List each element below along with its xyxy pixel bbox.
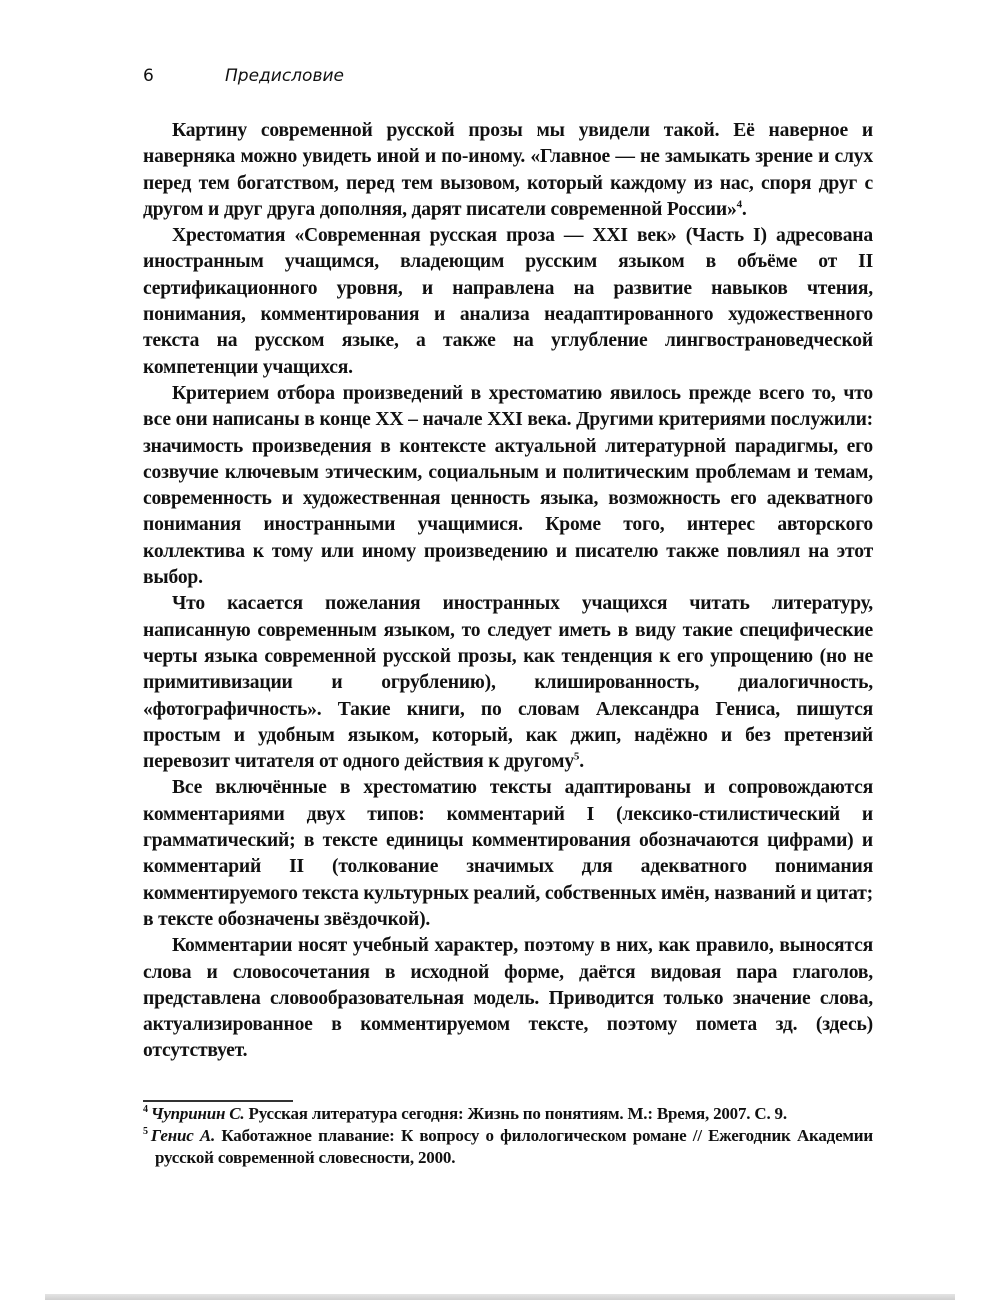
footnote-ref[interactable]: 4 (736, 198, 742, 211)
paragraph-2 (143, 223, 873, 381)
paragraph-6 (143, 933, 873, 1064)
paragraph-tail: . (741, 198, 747, 220)
paragraph-3 (143, 381, 873, 591)
paragraph-text: Комментарии носят учебный характер, поэтому в них, как правило, выносятся слова и словосочетания в исходной форме, даётся видовая пара глаголов, представлена словообразовательная модель. Приводится только значение слова, актуализированное в комментируемом тексте, поэтому помета зд. (здесь) отсутствует. (143, 935, 873, 1062)
paragraph-5 (143, 775, 873, 933)
paragraph-1 (143, 118, 873, 223)
paragraph-tail: . (579, 751, 584, 773)
footnote-divider (143, 1100, 293, 1102)
footnotes (143, 1103, 873, 1169)
page-bottom-edge (45, 1294, 955, 1300)
footnote-author: Чупринин С. (150, 1104, 245, 1123)
running-header (143, 66, 873, 92)
paragraph-text: Все включённые в хрестоматию тексты адаптированы и сопровождаются комментариями двух типов: комментарий I (лексико-стилистический и грамматический; в тексте единицы комментирования обозначаются цифрами) и комментарий II (толкование значимых для адекватного понимания комментируемого текста культурных реалий, собственных имён, названий и цитат; в тексте обозначены звёздочкой). (143, 777, 873, 930)
paragraph-text: Критерием отбора произведений в хрестоматию явилось прежде всего то, что все они написаны в конце XX – начале XXI века. Другими критериями послужили: значимость произведения в контексте актуальной литературной парадигмы, его созвучие ключевым этическим, социальным и политическим проблемам и темам, современность и художественная ценность языка, возможность его адекватного понимания иностранными учащимися. Кроме того, интерес авторского коллектива к тому или иному произведению и писателю также повлиял на этот выбор. (143, 382, 873, 589)
paragraph-text: Хрестоматия «Современная русская проза — XXI век» (Часть I) адресована иностранным учащимся, владеющим русским языком в объёме от II сертификационного уровня, и направлена на развитие навыков чтения, понимания, комментирования и анализа неадаптированного художественного текста на русском языке, а также на углубление лингвострановедческой компетенции учащихся. (143, 225, 873, 378)
footnote-number: 4 (143, 1104, 148, 1116)
footnote-text: Каботажное плавание: К вопросу о филологическом романе // Ежегодник Академии русской современной словесности, 2000. (155, 1126, 873, 1167)
footnote-text: Русская литература сегодня: Жизнь по понятиям. М.: Время, 2007. С. 9. (244, 1104, 787, 1123)
footnote-author: Генис А. (150, 1126, 216, 1145)
running-title: Предисловие (225, 66, 344, 86)
paragraph-4 (143, 591, 873, 775)
body-text (143, 118, 873, 1065)
footnote-ref[interactable]: 5 (573, 750, 580, 763)
footnote-4 (143, 1103, 873, 1125)
footnote-5 (143, 1125, 873, 1169)
footnote-number: 5 (143, 1126, 148, 1138)
page-number: 6 (143, 66, 154, 86)
paragraph-text: Картину современной русской прозы мы увидели такой. Её наверное и наверняка можно увидеть иной и по-иному. «Главное — не замыкать зрение и слух перед тем богатством, перед тем вызовом, который каждому из нас, споря друг с другом и друг друга дополняя, дарят писатели современной России» (143, 120, 873, 220)
paragraph-text: Что касается пожелания иностранных учащихся читать литературу, написанную современным языком, то следует иметь в виду такие специфические черты языка современной русской прозы, как тенденция к его упрощению (но не примитивизации и огрублению), клишированность, диалогичность, «фотографичность». Такие книги, по словам Александра Гениса, пишутся простым и удобным языком, который, как джип, надёжно и без претензий перевозит читателя от одного действия к другому (143, 593, 873, 773)
